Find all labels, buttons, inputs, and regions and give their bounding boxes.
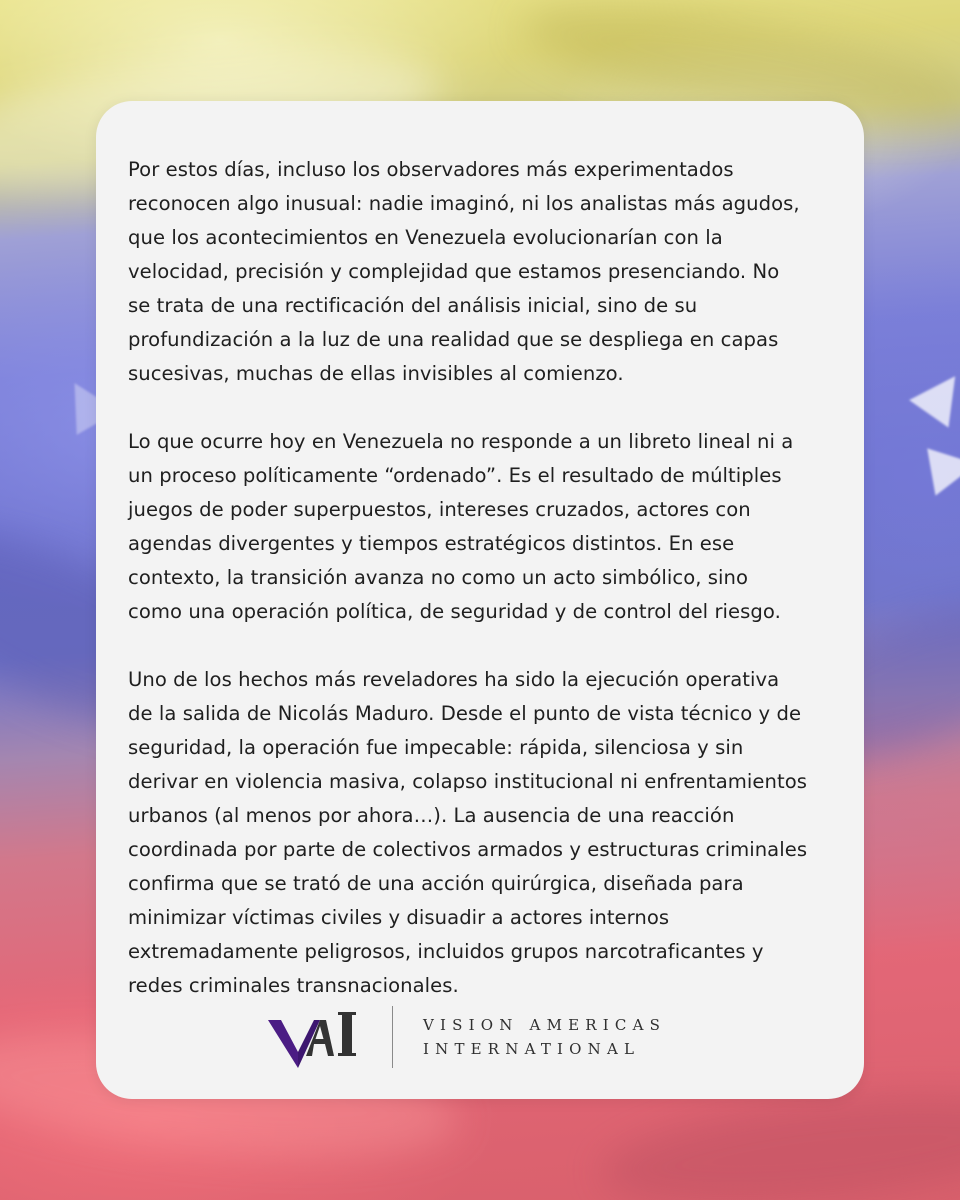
text-line: reconocen algo inusual: nadie imaginó, ni los analistas más agudos, [128,192,800,215]
logo-divider [392,1006,393,1068]
text-line: de la salida de Nicolás Maduro. Desde el punto de vista técnico y de [128,702,802,725]
text-line: confirma que se trató de una acción quirúrgica, diseñada para [128,872,744,895]
text-line: velocidad, precisión y complejidad que estamos presenciando. No [128,260,780,283]
text-line: agendas divergentes y tiempos estratégicos distintos. En ese [128,532,735,555]
text-line: un proceso políticamente “ordenado”. Es el resultado de múltiples [128,464,782,487]
paragraph-1 [128,153,840,391]
flag-star-icon [927,440,960,495]
vai-logo-icon [268,1006,368,1068]
article-body [128,153,840,1037]
text-line: Uno de los hechos más reveladores ha sido la ejecución operativa [128,668,780,691]
paragraph-2 [128,425,840,629]
text-line: extremadamente peligrosos, incluidos grupos narcotraficantes y [128,940,764,963]
text-line: como una operación política, de seguridad y de control del riesgo. [128,600,781,623]
text-line: coordinada por parte de colectivos armados y estructuras criminales [128,838,808,861]
text-line: Lo que ocurre hoy en Venezuela no responde a un libreto lineal ni a [128,430,794,453]
text-line: profundización a la luz de una realidad que se despliega en capas [128,328,779,351]
logo-text-line-2: INTERNATIONAL [423,1040,641,1058]
text-line: sucesivas, muchas de ellas invisibles al comienzo. [128,362,624,385]
flag-star-icon [909,362,960,427]
vision-americas-logo [268,1004,698,1068]
text-line: minimizar víctimas civiles y disuadir a actores internos [128,906,670,929]
text-line: juegos de poder superpuestos, intereses cruzados, actores con [128,498,751,521]
paragraph-3 [128,663,840,1003]
text-line: redes criminales transnacionales. [128,974,459,997]
text-line: se trata de una rectificación del análisis inicial, sino de su [128,294,698,317]
text-line: seguridad, la operación fue impecable: rápida, silenciosa y sin [128,736,744,759]
text-line: urbanos (al menos por ahora…). La ausencia de una reacción [128,804,735,827]
text-line: que los acontecimientos en Venezuela evolucionarían con la [128,226,723,249]
logo-text-line-1: VISION AMERICAS [423,1016,667,1034]
text-line: derivar en violencia masiva, colapso institucional ni enfrentamientos [128,770,808,793]
text-card [96,101,864,1099]
text-line: contexto, la transición avanza no como un acto simbólico, sino [128,566,749,589]
text-line: Por estos días, incluso los observadores más experimentados [128,158,734,181]
